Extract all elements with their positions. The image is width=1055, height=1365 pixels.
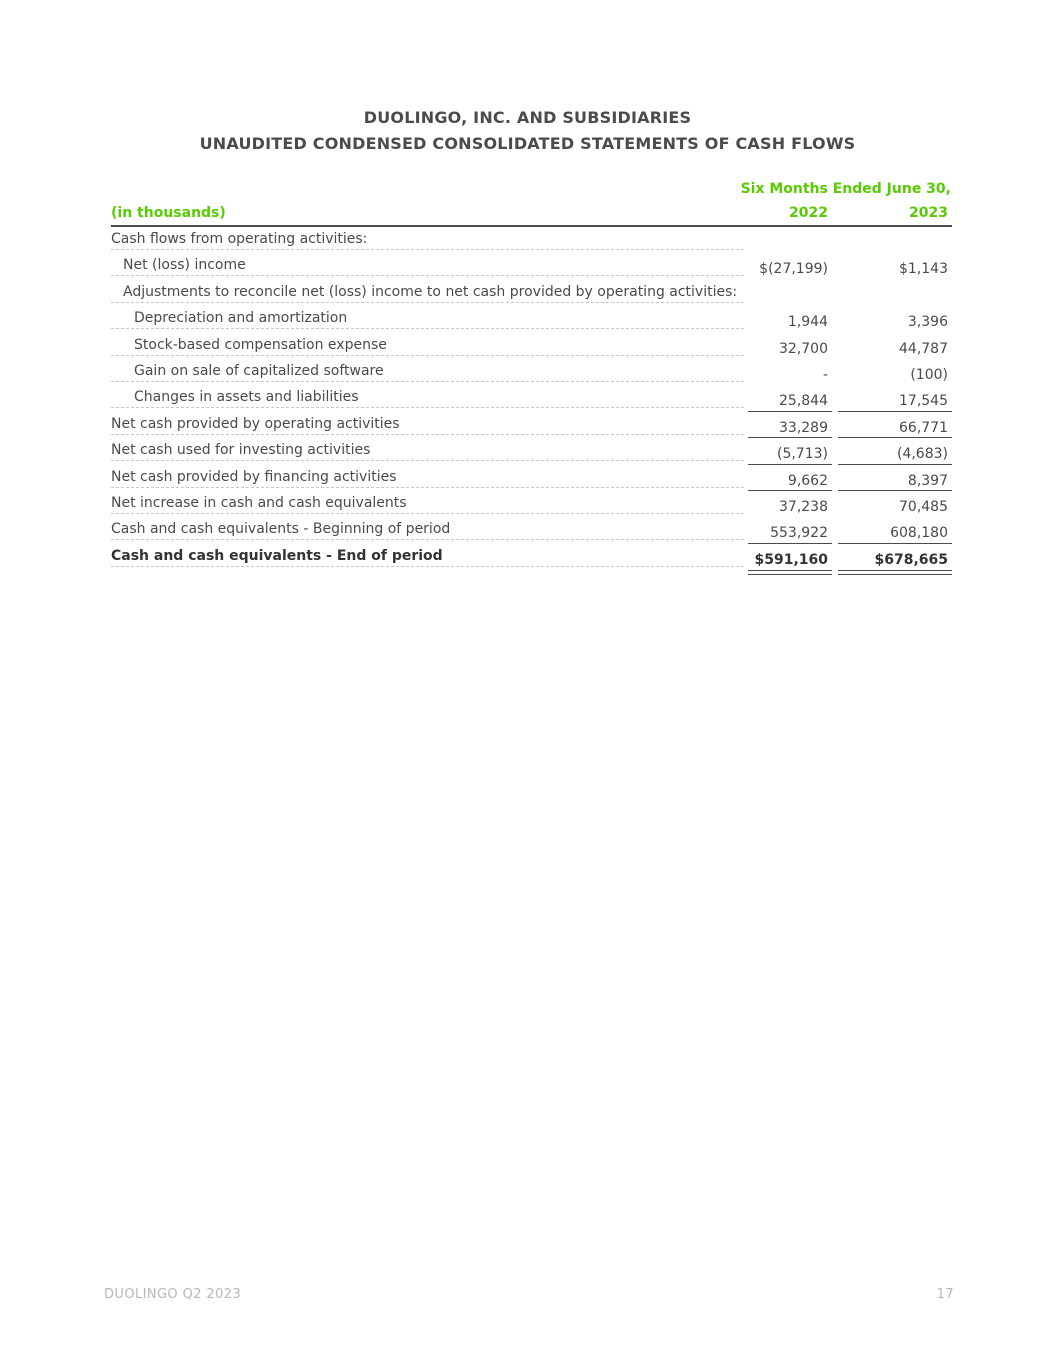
value-2023: 8,397 [907, 472, 948, 489]
table-row [0, 333, 1055, 359]
table-row [0, 227, 1055, 253]
value-2022: 32,700 [779, 340, 828, 357]
table-row-total [0, 544, 1055, 570]
total-double-rule-2023 [838, 570, 952, 575]
value-2022: $591,160 [754, 551, 828, 568]
period-header: Six Months Ended June 30, [740, 181, 951, 197]
value-2023: (100) [910, 366, 948, 383]
row-label: Net increase in cash and cash equivalents [111, 494, 744, 514]
value-2022: - [822, 366, 828, 383]
value-2023: (4,683) [896, 446, 948, 463]
table-row [0, 280, 1055, 306]
statement-title: UNAUDITED CONDENSED CONSOLIDATED STATEMENTS OF CASH FLOWS [199, 134, 856, 153]
cash-flow-table [0, 227, 1055, 570]
row-label: Net cash provided by operating activities [111, 415, 744, 435]
row-label: Net cash provided by financing activities [111, 468, 744, 488]
table-row [0, 517, 1055, 543]
table-row [0, 465, 1055, 491]
table-row [0, 491, 1055, 517]
table-row [0, 438, 1055, 464]
page-number: 17 [936, 1287, 954, 1302]
value-2023: 3,396 [907, 314, 948, 331]
footer-label: DUOLINGO Q2 2023 [104, 1287, 242, 1302]
row-label: Depreciation and amortization [111, 309, 744, 329]
row-label: Adjustments to reconcile net (loss) income to net cash provided by operating activities: [111, 283, 744, 303]
table-row [0, 253, 1055, 279]
row-label: Stock-based compensation expense [111, 336, 744, 356]
value-2023: $1,143 [899, 261, 948, 278]
value-2022: 33,289 [779, 419, 828, 436]
table-row [0, 412, 1055, 438]
value-2023: 44,787 [899, 340, 948, 357]
row-label: Net cash used for investing activities [111, 441, 744, 461]
column-header-2023: 2023 [909, 205, 948, 221]
units-label: (in thousands) [111, 205, 226, 221]
row-label: Gain on sale of capitalized software [111, 362, 744, 382]
row-label: Cash and cash equivalents - Beginning of period [111, 520, 744, 540]
column-header-2022: 2022 [789, 205, 828, 221]
value-2022: 9,662 [787, 472, 828, 489]
table-row [0, 385, 1055, 411]
value-2022: 553,922 [770, 525, 828, 542]
row-label: Cash flows from operating activities: [111, 230, 744, 250]
value-2023: 66,771 [899, 419, 948, 436]
value-2023: $678,665 [874, 551, 948, 568]
value-2022: $(27,199) [759, 261, 828, 278]
row-label: Cash and cash equivalents - End of period [111, 547, 744, 567]
value-2023: 608,180 [890, 525, 948, 542]
value-2022: 25,844 [779, 393, 828, 410]
value-2022: 37,238 [779, 498, 828, 515]
total-double-rule-2022 [748, 570, 832, 575]
value-2022: (5,713) [776, 446, 828, 463]
value-2022: 1,944 [787, 314, 828, 331]
value-2023: 70,485 [899, 498, 948, 515]
table-row [0, 306, 1055, 332]
row-label: Net (loss) income [111, 256, 744, 276]
row-label: Changes in assets and liabilities [111, 388, 744, 408]
table-row [0, 359, 1055, 385]
company-title: DUOLINGO, INC. AND SUBSIDIARIES [363, 108, 692, 127]
value-2023: 17,545 [899, 393, 948, 410]
